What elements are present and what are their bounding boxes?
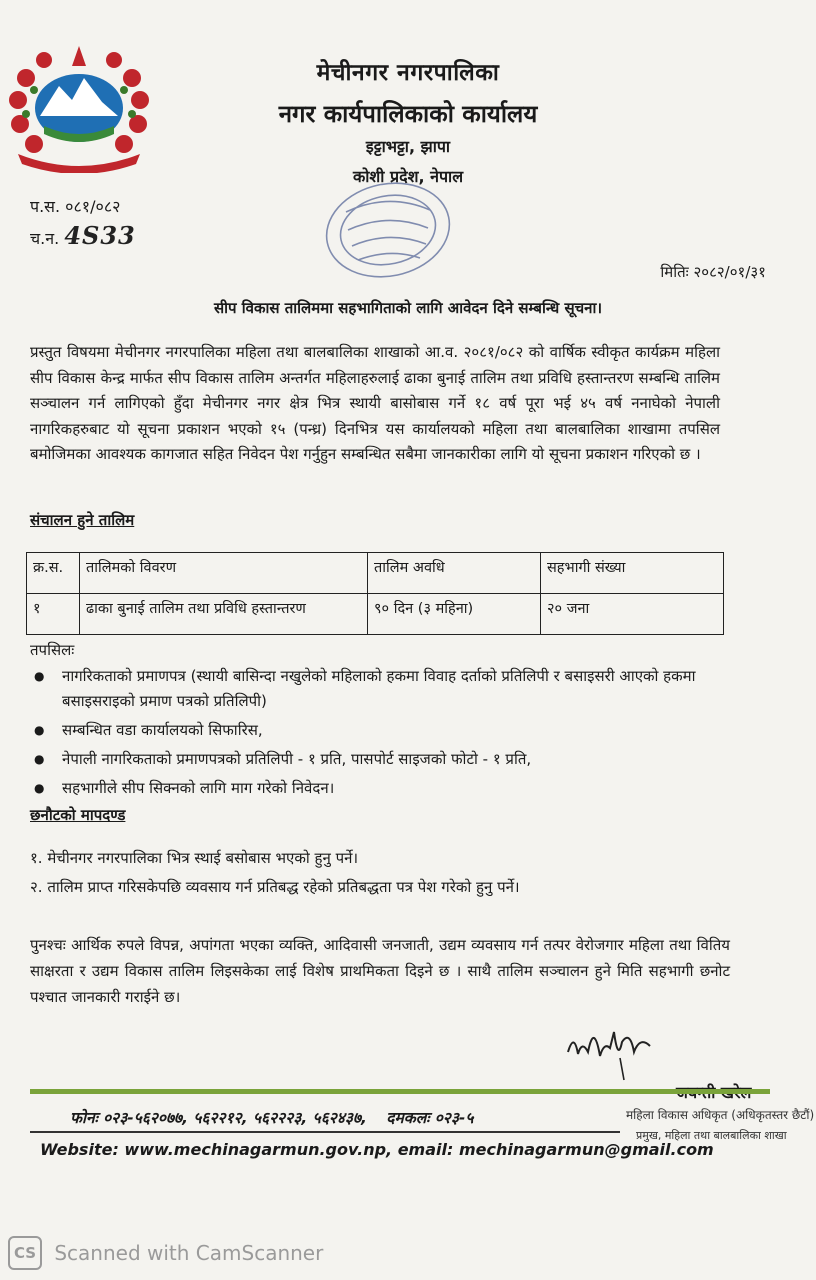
list-item: ● सम्बन्धित वडा कार्यालयको सिफारिस, xyxy=(34,718,734,743)
col-duration: तालिम अवधि xyxy=(368,553,541,594)
criteria-heading: छनौटको मापदण्ड xyxy=(30,806,126,824)
camscanner-logo-icon: CS xyxy=(8,1236,42,1270)
col-participants: सहभागी संख्या xyxy=(541,553,724,594)
dispatch-label: च.न. xyxy=(30,229,60,248)
camscanner-watermark xyxy=(8,1236,323,1272)
cell-duration: ९० दिन (३ महिना) xyxy=(368,594,541,635)
table-row xyxy=(27,594,724,635)
criteria-item: २. तालिम प्राप्त गरिसकेपछि व्यवसाय गर्न प्रतिबद्ध रहेको प्रतिबद्धता पत्र पेश गरेको हुनु पर्ने। xyxy=(30,878,520,896)
list-item: ● नेपाली नागरिकताको प्रमाणपत्रको प्रतिलिपी - १ प्रति, पासपोर्ट साइजको फोटो - १ प्रति, xyxy=(34,747,734,772)
list-item: ● सहभागीले सीप सिक्नको लागि माग गरेको निवेदन। xyxy=(34,776,734,801)
criteria-item: १. मेचीनगर नगरपालिका भित्र स्थाई बसोबास भएको हुनु पर्ने। xyxy=(30,849,359,867)
signatory-designation: महिला विकास अधिकृत (अधिकृतस्तर छैटौं) xyxy=(626,1108,815,1122)
office-province: कोशी प्रदेश, नेपाल xyxy=(352,167,464,186)
handwritten-signature xyxy=(560,1012,670,1082)
details-heading: तपसिलः xyxy=(30,641,75,659)
office-location: इट्टाभट्टा, झापा xyxy=(365,137,451,156)
notice-subject: सीप विकास तालिममा सहभागिताको लागि आवेदन दिने सम्बन्धि सूचना। xyxy=(213,299,603,317)
list-item: ● नागरिकताको प्रमाणपत्र (स्थायी बासिन्दा नखुलेको महिलाको हकमा विवाह दर्ताको प्रतिलिपी र बसाइसरी आएको हकमा बसाइसराइको प्रमाण पत्रको प्रतिलिपी) xyxy=(34,664,734,714)
dispatch-number xyxy=(30,221,136,250)
signatory-branch: प्रमुख, महिला तथा बालबालिका शाखा xyxy=(636,1129,787,1142)
phone-text: फोनः ०२३-५६२०७७, ५६२२१२, ५६२२२३, ५६२४३७, xyxy=(70,1109,367,1127)
table-header-row xyxy=(27,553,724,594)
training-heading: संचालन हुने तालिम xyxy=(30,511,135,529)
col-serial: क्र.स. xyxy=(27,553,80,594)
training-table xyxy=(26,552,724,635)
cell-description: ढाका बुनाई तालिम तथा प्रविधि हस्तान्तरण xyxy=(80,594,368,635)
col-description: तालिमको विवरण xyxy=(80,553,368,594)
postscript-note: पुनश्चः आर्थिक रुपले विपन्न, अपांगता भएका व्यक्ति, आदिवासी जनजाती, उद्यम व्यवसाय गर्न तत्पर वेरोजगार महिला तथा वितिय साक्षरता र उद्यम विकास तालिम लिइसकेका लाई विशेष प्राथमिकता दिइने छ । साथै तालिम सञ्चालन हुने मिति सहभागी छनोट पश्चात जानकारी गराईने छ। xyxy=(30,936,730,1006)
dispatch-number-handwritten: 4S33 xyxy=(64,221,136,250)
municipality-name: मेचीनगर नगरपालिका xyxy=(316,60,500,86)
watermark-text: Scanned with CamScanner xyxy=(54,1241,324,1265)
office-name: नगर कार्यपालिकाको कार्यालय xyxy=(278,100,538,128)
fire-service-text: दमकलः ०२३-५ xyxy=(386,1109,474,1127)
cell-serial: १ xyxy=(27,594,80,635)
footer-underline xyxy=(30,1131,620,1133)
office-stamp xyxy=(318,172,458,282)
phone-numbers xyxy=(70,1106,473,1128)
notice-date: मितिः २०८२/०१/३१ xyxy=(660,263,766,281)
cell-participants: २० जना xyxy=(541,594,724,635)
footer-divider xyxy=(30,1089,770,1094)
letter-number: प.स. ०८१/०८२ xyxy=(30,197,121,216)
website-email: Website: www.mechinagarmun.gov.np, email: mechinagarmun@gmail.com xyxy=(40,1140,714,1159)
body-paragraph: प्रस्तुत विषयमा मेचीनगर नगरपालिका महिला तथा बालबालिका शाखाको आ.व. २०८१/०८२ को वार्षिक स्वीकृत कार्यक्रम महिला सीप विकास केन्द्र मार्फत सीप विकास तालिम अन्तर्गत महिलाहरुलाई ढाका बुनाई तालिम तथा प्रविधि हस्तान्तरण सम्बन्धि तालिम सञ्चालन गर्न लागिएको हुँदा मेचीनगर नगर क्षेत्र भित्र स्थायी बासोबास गर्ने १८ वर्ष पूरा भई ४५ वर्ष ननाघेको नेपाली नागरिकहरुबाट यो सूचना प्रकाशन भएको १५ (पन्ध्र) दिनभित्र यस कार्यालयको महिला तथा बालबालिका शाखामा तपसिल बमोजिमका आवश्यक कागजात सहित निवेदन पेश गर्नुहुन सम्बन्धित सबैमा जानकारीका लागि यो सूचना प्रकाशन गरिएको छ । xyxy=(30,343,720,463)
required-documents-list xyxy=(34,664,734,805)
